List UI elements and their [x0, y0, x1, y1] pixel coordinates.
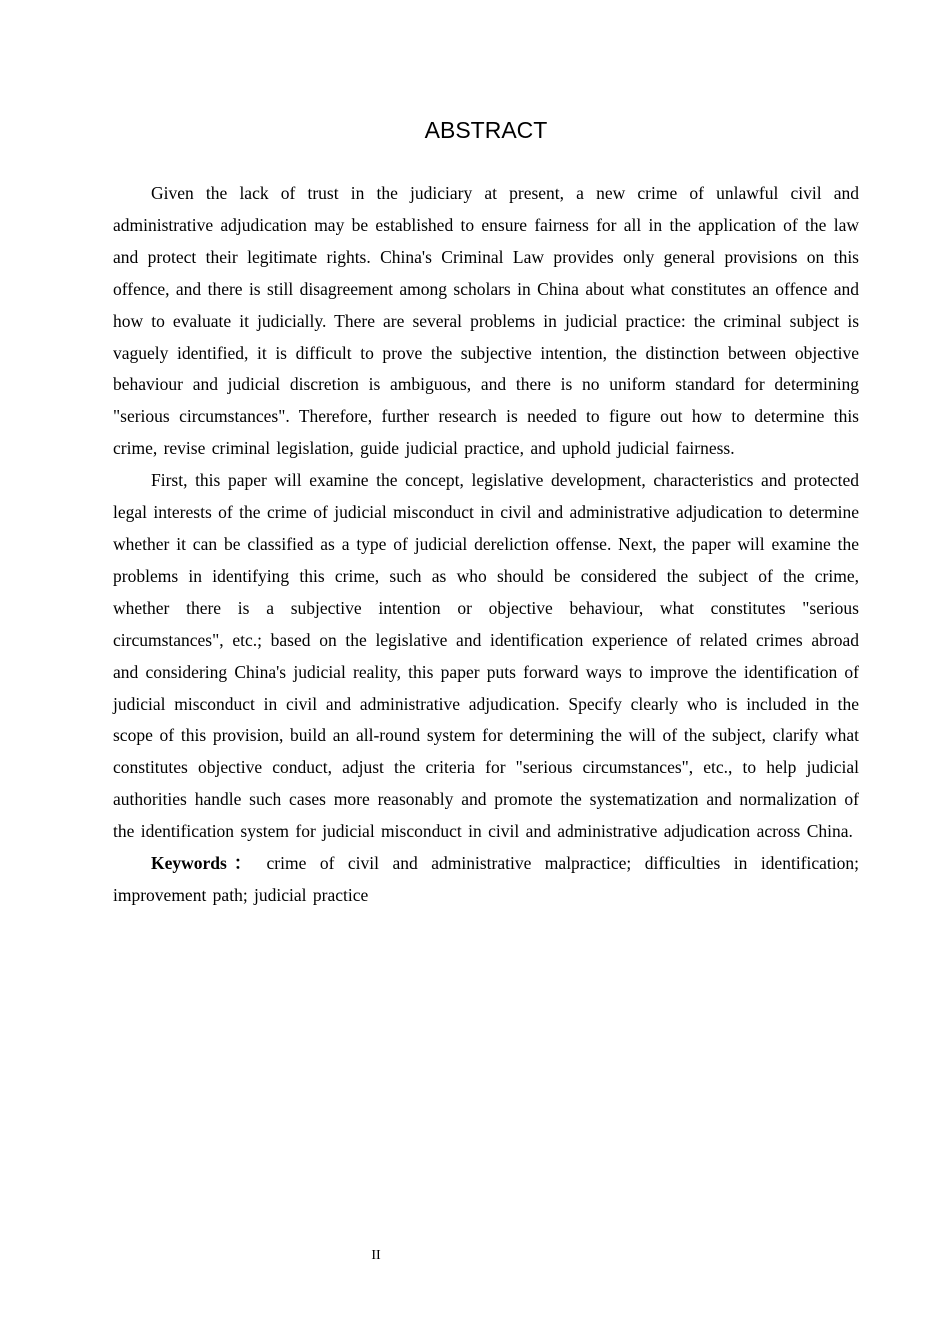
abstract-paragraph-2: First, this paper will examine the concept, legislative development, characteristics and protected legal interests of the crime of judicial misconduct in civil and administrative adjudication to determine whether it can be classified as a type of judicial dereliction offense. Next, the paper will examine the problems in identifying this crime, such as who should be considered the subject of the crime, whether there is a subjective intention or objective behaviour, what constitutes "serious circumstances", etc.; based on the legislative and identification experience of related crimes abroad and considering China's judicial reality, this paper puts forward ways to improve the identification of judicial misconduct in civil and administrative adjudication. Specify clearly who is included in the scope of this provision, build an all-round system for determining the will of the subject, clarify what constitutes objective conduct, adjust the criteria for "serious circumstances", etc., to help judicial authorities handle such cases more reasonably and promote the systematization and normalization of the identification system for judicial misconduct in civil and administrative adjudication across China. [113, 470, 859, 842]
keywords-colon: ： [226, 853, 259, 874]
keywords-label: Keywords [151, 853, 227, 874]
keywords-line [113, 848, 859, 912]
keywords-text: crime of civil and administrative malpractice; difficulties in identification; improvement path; judicial practice [113, 853, 859, 905]
abstract-paragraph-1: Given the lack of trust in the judiciary at present, a new crime of unlawful civil and administrative adjudication may be established to ensure fairness for all in the application of the law and protect their legitimate rights. China's Criminal Law provides only general provisions on this offence, and there is still disagreement among scholars in China about what constitutes an offence and how to evaluate it judicially. There are several problems in judicial practice: the criminal subject is vaguely identified, it is difficult to prove the subjective intention, the distinction between objective behaviour and judicial discretion is ambiguous, and there is no uniform standard for determining "serious circumstances". Therefore, further research is needed to figure out how to determine this crime, revise criminal legislation, guide judicial practice, and uphold judicial fairness. [113, 183, 859, 459]
abstract-title: ABSTRACT [424, 117, 548, 143]
abstract-body [113, 178, 859, 912]
page-number: II [371, 1248, 381, 1263]
